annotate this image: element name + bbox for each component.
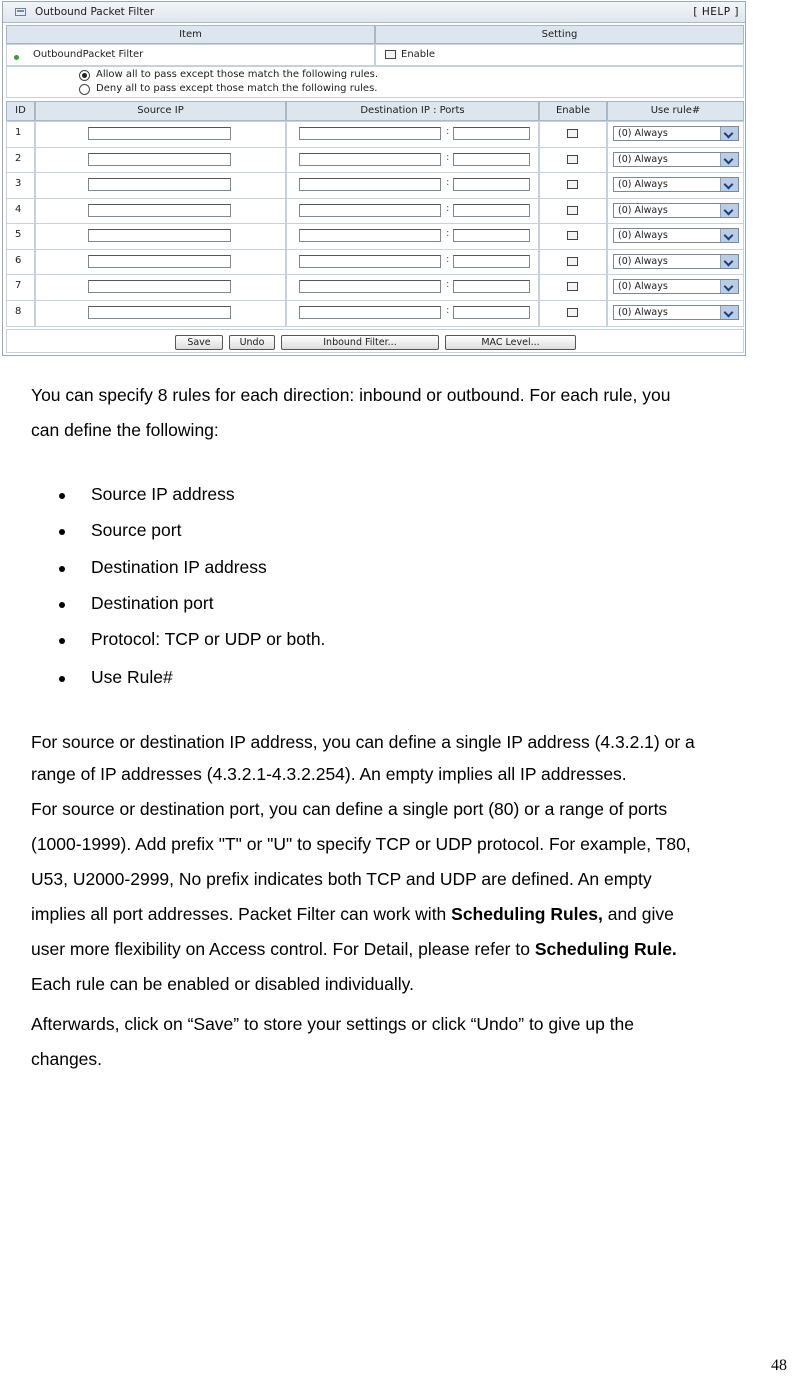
bullet-icon xyxy=(59,602,65,608)
enable-filter-checkbox[interactable] xyxy=(385,50,396,59)
enable-header: Enable xyxy=(539,101,607,121)
para-line-6-a: implies all port addresses. Packet Filter can work with xyxy=(31,904,452,924)
use-rule-select[interactable] xyxy=(613,177,739,192)
intro-line-1: You can specify 8 rules for each direction: inbound or outbound. For each rule, you xyxy=(31,385,671,405)
use-rule-select[interactable] xyxy=(613,203,739,218)
enable-filter-label: Enable xyxy=(401,49,436,60)
outbound-packet-filter-panel xyxy=(2,1,746,356)
port-separator: : xyxy=(446,279,450,290)
use-rule-header: Use rule# xyxy=(607,101,744,121)
panel-title-bar xyxy=(3,2,745,23)
use-rule-select[interactable] xyxy=(613,152,739,167)
bullet-item: Source port xyxy=(91,520,182,540)
bullet-icon xyxy=(59,493,65,499)
rule-enable-checkbox[interactable] xyxy=(567,308,578,317)
dest-ip-input[interactable] xyxy=(299,280,441,293)
port-separator: : xyxy=(446,228,450,239)
use-rule-value: (0) Always xyxy=(618,128,668,139)
dest-ip-input[interactable] xyxy=(299,127,441,140)
help-link[interactable]: [ HELP ] xyxy=(693,6,739,18)
intro-line-2: can define the following: xyxy=(31,420,219,440)
port-separator: : xyxy=(446,254,450,265)
dest-port-input[interactable] xyxy=(453,178,530,191)
id-header: ID xyxy=(6,101,35,121)
undo-button[interactable]: Undo xyxy=(229,335,275,350)
rule-enable-checkbox[interactable] xyxy=(567,231,578,240)
dest-ip-input[interactable] xyxy=(299,255,441,268)
dest-port-input[interactable] xyxy=(453,255,530,268)
chevron-down-icon[interactable] xyxy=(720,153,738,166)
dest-ip-input[interactable] xyxy=(299,229,441,242)
green-bullet-icon xyxy=(14,55,19,60)
bullet-item: Use Rule# xyxy=(91,667,173,687)
para-line-10: changes. xyxy=(31,1049,103,1069)
use-rule-value: (0) Always xyxy=(618,230,668,241)
chevron-down-icon[interactable] xyxy=(720,204,738,217)
port-separator: : xyxy=(446,203,450,214)
para-line-6-c: and give xyxy=(602,904,674,924)
destination-header: Destination IP : Ports xyxy=(286,101,539,121)
dest-port-input[interactable] xyxy=(453,153,530,166)
use-rule-value: (0) Always xyxy=(618,307,668,318)
scheduling-rules-bold: Scheduling Rules, xyxy=(451,904,603,924)
dest-ip-input[interactable] xyxy=(299,306,441,319)
use-rule-select[interactable] xyxy=(613,228,739,243)
item-header: Item xyxy=(6,25,375,44)
use-rule-select[interactable] xyxy=(613,305,739,320)
bullet-icon xyxy=(59,676,65,682)
use-rule-select[interactable] xyxy=(613,279,739,294)
port-separator: : xyxy=(446,152,450,163)
dest-ip-input[interactable] xyxy=(299,153,441,166)
chevron-down-icon[interactable] xyxy=(720,255,738,268)
source-ip-input[interactable] xyxy=(88,306,231,319)
para-line-2: range of IP addresses (4.3.2.1-4.3.2.254). An empty implies all IP addresses. xyxy=(31,764,627,784)
dest-port-input[interactable] xyxy=(453,229,530,242)
bullet-item: Protocol: TCP or UDP or both. xyxy=(91,629,326,649)
para-line-8: Each rule can be enabled or disabled individually. xyxy=(31,974,414,994)
dest-ip-input[interactable] xyxy=(299,178,441,191)
bullet-item: Source IP address xyxy=(91,484,235,504)
rule-id: 7 xyxy=(15,280,22,291)
window-icon xyxy=(15,8,26,16)
use-rule-value: (0) Always xyxy=(618,281,668,292)
rule-id: 2 xyxy=(15,153,22,164)
dest-port-input[interactable] xyxy=(453,280,530,293)
para-line-7-a: user more flexibility on Access control. For Detail, please refer to xyxy=(31,939,535,959)
chevron-down-icon[interactable] xyxy=(720,178,738,191)
para-line-7 xyxy=(31,937,677,962)
bullet-item: Destination IP address xyxy=(91,557,267,577)
rule-id: 6 xyxy=(15,255,22,266)
save-button[interactable]: Save xyxy=(175,335,223,350)
source-ip-header: Source IP xyxy=(35,101,286,121)
dest-port-input[interactable] xyxy=(453,306,530,319)
deny-radio[interactable] xyxy=(79,84,90,95)
bullet-icon xyxy=(59,638,65,644)
allow-radio[interactable] xyxy=(79,70,90,81)
scheduling-rule-bold: Scheduling Rule. xyxy=(534,939,677,959)
use-rule-value: (0) Always xyxy=(618,154,668,165)
port-separator: : xyxy=(446,305,450,316)
rule-enable-checkbox[interactable] xyxy=(567,180,578,189)
para-line-9: Afterwards, click on “Save” to store your settings or click “Undo” to give up the xyxy=(31,1014,635,1034)
rule-enable-checkbox[interactable] xyxy=(567,155,578,164)
source-ip-input[interactable] xyxy=(88,127,231,140)
rule-id: 8 xyxy=(15,306,22,317)
item-label: OutboundPacket Filter xyxy=(33,49,144,60)
chevron-down-icon[interactable] xyxy=(720,229,738,242)
chevron-down-icon[interactable] xyxy=(720,280,738,293)
rule-enable-checkbox[interactable] xyxy=(567,129,578,138)
use-rule-value: (0) Always xyxy=(618,256,668,267)
para-line-5: U53, U2000-2999, No prefix indicates both TCP and UDP are defined. An empty xyxy=(31,869,652,889)
dest-port-input[interactable] xyxy=(453,127,530,140)
para-line-1: For source or destination IP address, you can define a single IP address (4.3.2.1) or a xyxy=(31,732,695,752)
source-ip-input[interactable] xyxy=(88,153,231,166)
use-rule-value: (0) Always xyxy=(618,205,668,216)
source-ip-input[interactable] xyxy=(88,178,231,191)
source-ip-input[interactable] xyxy=(88,204,231,217)
setting-header: Setting xyxy=(375,25,744,44)
rule-id: 3 xyxy=(15,178,22,189)
rule-id: 5 xyxy=(15,229,22,240)
use-rule-select[interactable] xyxy=(613,254,739,269)
rule-enable-checkbox[interactable] xyxy=(567,257,578,266)
use-rule-select[interactable] xyxy=(613,126,739,141)
page-number: 48 xyxy=(771,1357,787,1374)
use-rule-value: (0) Always xyxy=(618,179,668,190)
rule-enable-checkbox[interactable] xyxy=(567,206,578,215)
chevron-down-icon[interactable] xyxy=(720,127,738,140)
port-separator: : xyxy=(446,126,450,137)
source-ip-input[interactable] xyxy=(88,229,231,242)
dest-ip-input[interactable] xyxy=(299,204,441,217)
mac-level-button[interactable]: MAC Level... xyxy=(445,335,576,350)
panel-title: Outbound Packet Filter xyxy=(35,6,155,18)
source-ip-input[interactable] xyxy=(88,255,231,268)
rule-id: 4 xyxy=(15,204,22,215)
para-line-3: For source or destination port, you can define a single port (80) or a range of ports xyxy=(31,799,668,819)
rule-id: 1 xyxy=(15,127,22,138)
inbound-filter-button[interactable]: Inbound Filter... xyxy=(281,335,439,350)
deny-radio-label: Deny all to pass except those match the following rules. xyxy=(96,83,378,94)
chevron-down-icon[interactable] xyxy=(720,306,738,319)
bullet-item: Destination port xyxy=(91,593,214,613)
dest-port-input[interactable] xyxy=(453,204,530,217)
allow-radio-label: Allow all to pass except those match the following rules. xyxy=(96,69,379,80)
rule-enable-checkbox[interactable] xyxy=(567,282,578,291)
port-separator: : xyxy=(446,177,450,188)
para-line-4: (1000-1999). Add prefix "T" or "U" to specify TCP or UDP protocol. For example, T80, xyxy=(31,834,691,854)
bullet-icon xyxy=(59,529,65,535)
bullet-icon xyxy=(59,566,65,572)
para-line-6 xyxy=(31,902,674,927)
source-ip-input[interactable] xyxy=(88,280,231,293)
